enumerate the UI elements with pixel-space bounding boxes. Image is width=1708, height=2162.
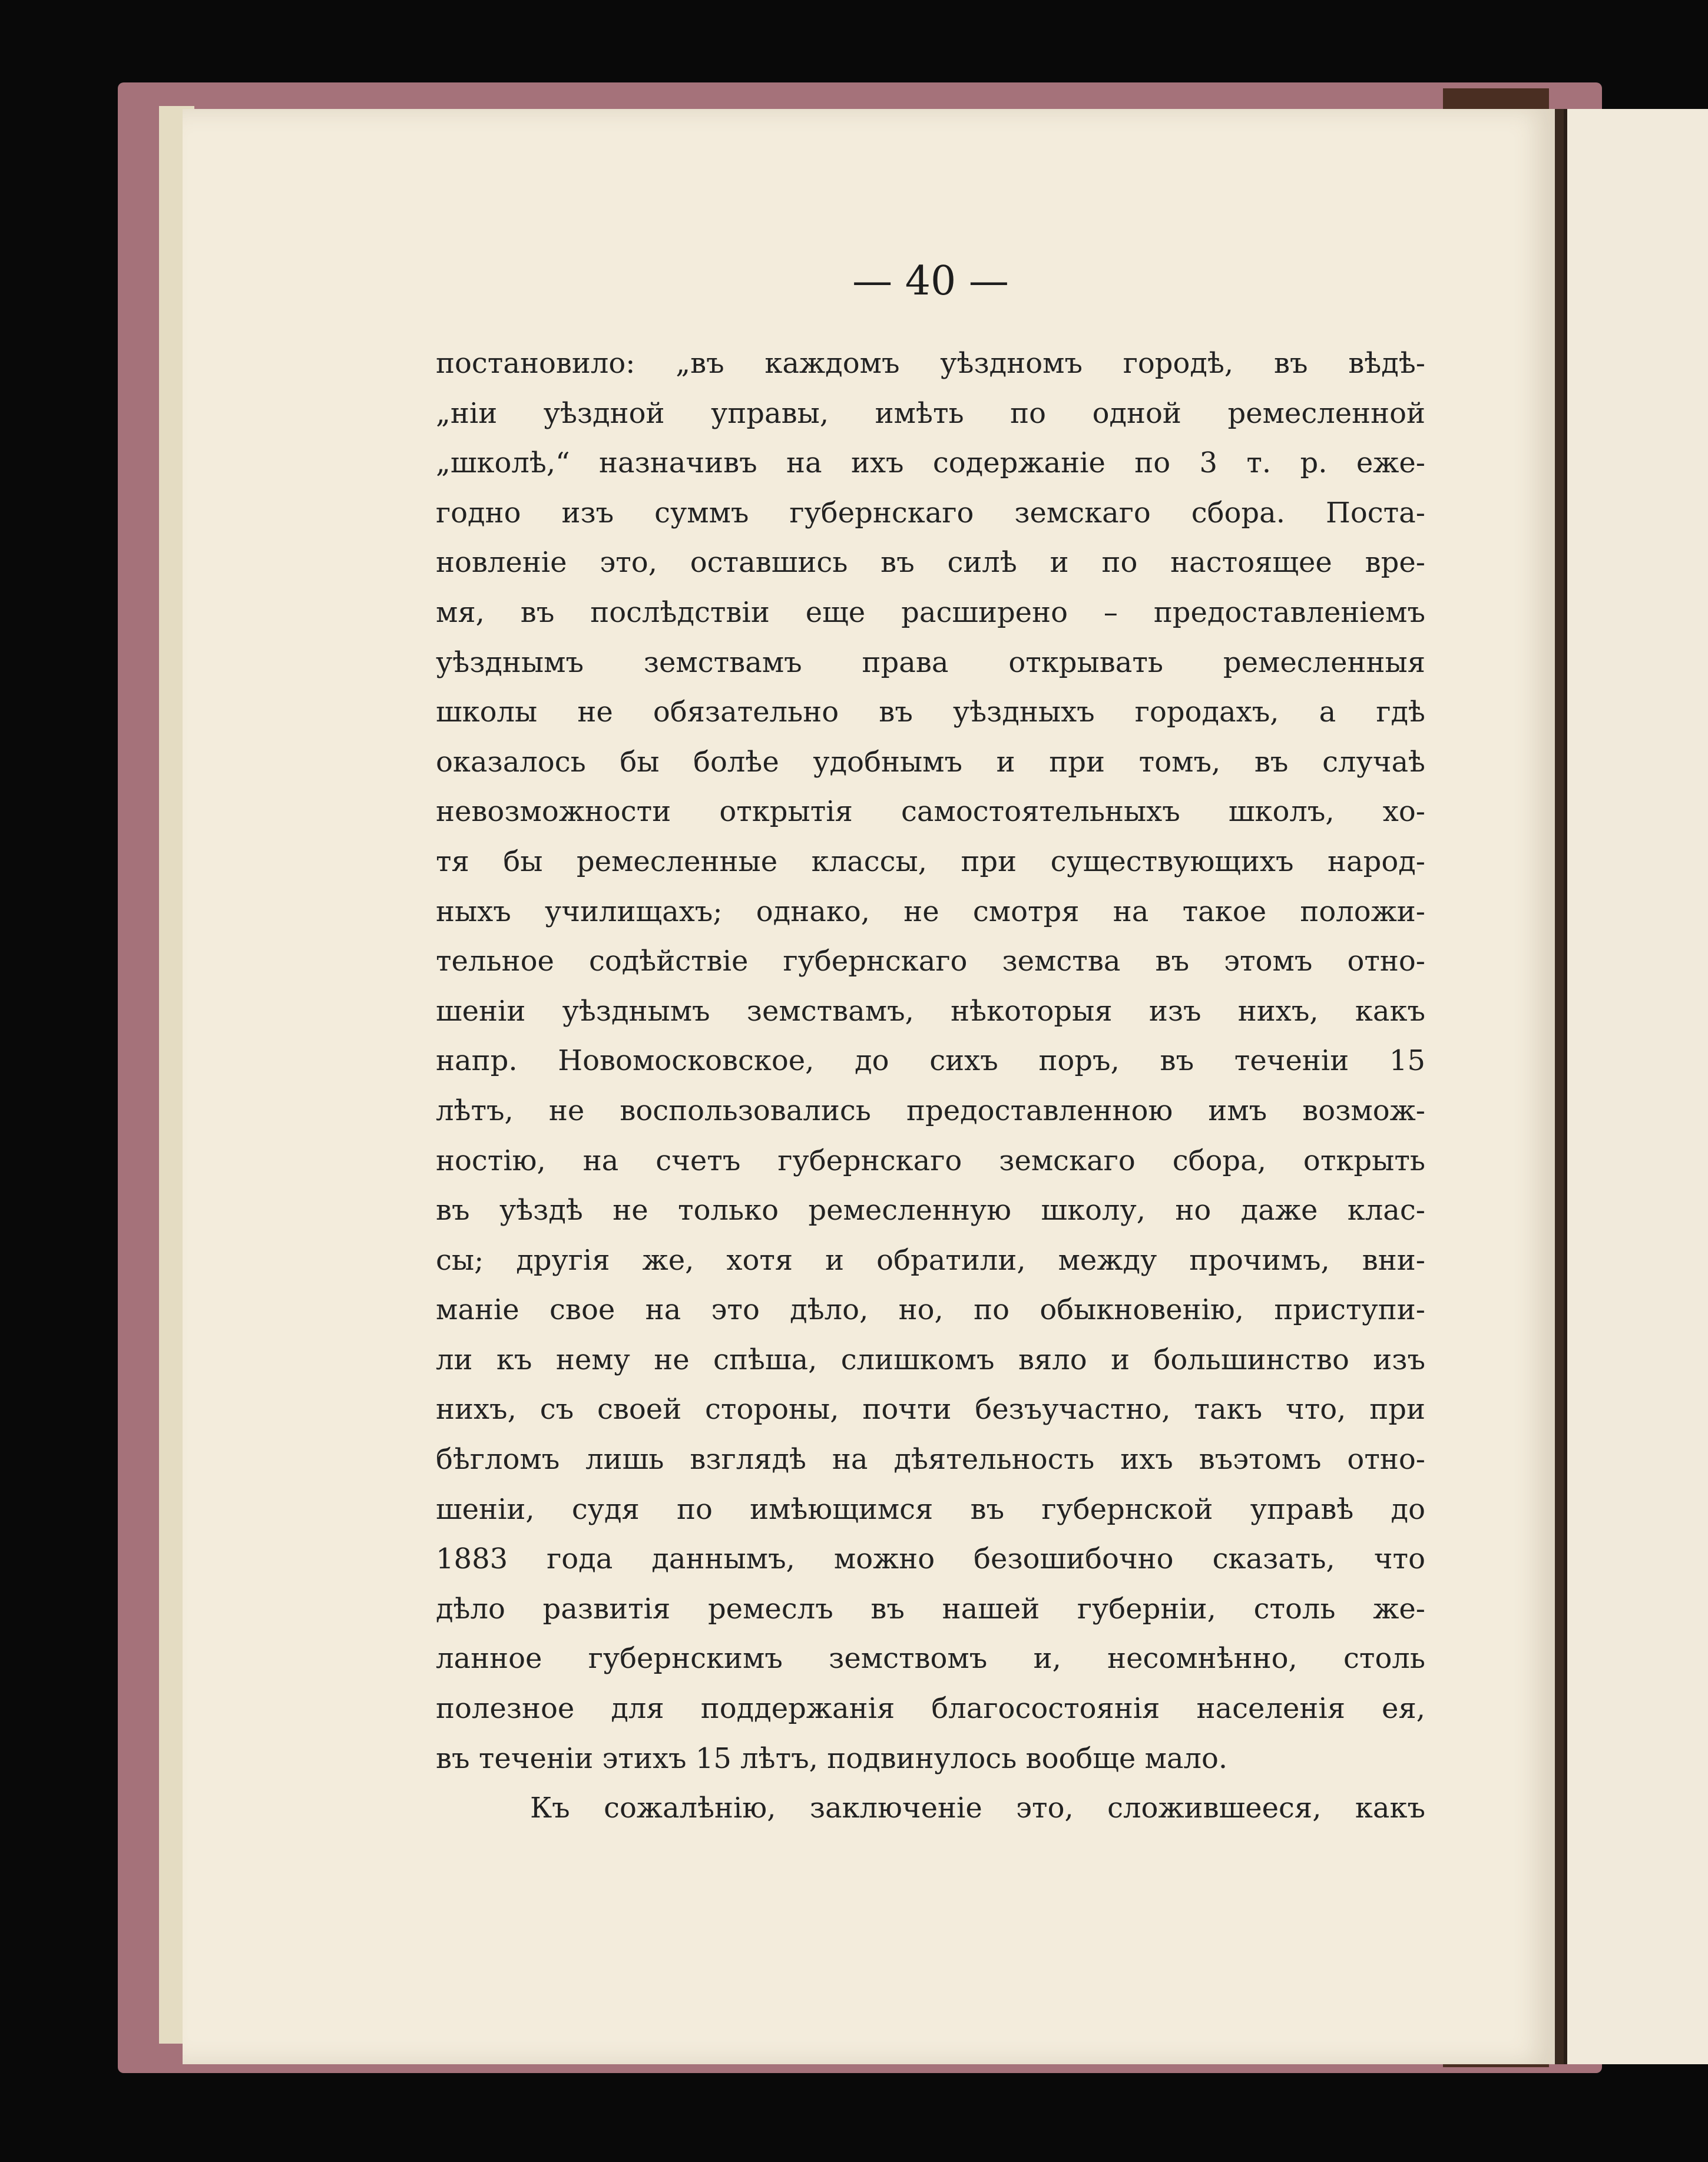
text-line: невозможности открытія самостоятельныхъ школъ, хо-: [436, 795, 1425, 829]
text-line: мя, въ послѣдствіи еще расширено – предоставленіемъ: [436, 595, 1425, 629]
text-line: сы; другія же, хотя и обратили, между прочимъ, вни-: [436, 1243, 1425, 1277]
text-line: ностію, на счетъ губернскаго земскаго сбора, открыть: [436, 1144, 1425, 1177]
text-line: полезное для поддержанія благосостоянія населенія ея,: [436, 1692, 1425, 1726]
text-line: новленіе это, оставшись въ силѣ и по настоящее вре-: [436, 546, 1425, 580]
text-line: ли къ нему не спѣша, слишкомъ вяло и большинство изъ: [436, 1343, 1425, 1376]
text-line: Къ сожалѣнію, заключеніе это, сложившееся, какъ: [530, 1792, 1425, 1825]
page-number: — 40 —: [852, 258, 1009, 304]
text-line: уѣзднымъ земствамъ права открывать ремесленныя: [436, 645, 1425, 679]
text-line: тя бы ремесленные классы, при существующихъ народ-: [436, 845, 1425, 878]
text-line: оказалось бы болѣе удобнымъ и при томъ, въ случаѣ: [436, 745, 1425, 779]
text-line: „школѣ,“ назначивъ на ихъ содержаніе по 3 т. р. еже-: [436, 446, 1425, 480]
text-line: ланное губернскимъ земствомъ и, несомнѣнно, столь: [436, 1642, 1425, 1676]
text-line: „ніи уѣздной управы, имѣть по одной ремесленной: [436, 396, 1425, 430]
text-line: лѣтъ, не воспользовались предоставленною имъ возмож-: [436, 1094, 1425, 1127]
text-line: въ теченіи этихъ 15 лѣтъ, подвинулось вообще мало.: [436, 1741, 1228, 1775]
text-line: школы не обязательно въ уѣздныхъ городахъ, а гдѣ: [436, 696, 1425, 729]
text-line: шеніи, судя по имѣющимся въ губернской управѣ до: [436, 1492, 1425, 1526]
text-line: годно изъ суммъ губернскаго земскаго сбора. Поста-: [436, 496, 1425, 529]
text-line: 1883 года даннымъ, можно безошибочно сказать, что: [436, 1542, 1425, 1576]
text-line: въ уѣздѣ не только ремесленную школу, но даже клас-: [436, 1194, 1425, 1227]
text-line: бѣгломъ лишь взглядѣ на дѣятельность ихъ въэтомъ отно-: [436, 1443, 1425, 1476]
text-line: тельное содѣйствіе губернскаго земства въ этомъ отно-: [436, 945, 1425, 978]
text-line: напр. Новомосковское, до сихъ поръ, въ теченіи 15: [436, 1044, 1425, 1078]
text-line: ныхъ училищахъ; однако, не смотря на такое положи-: [436, 895, 1425, 928]
facing-page: [1564, 109, 1708, 2064]
body-text: [436, 339, 1425, 1833]
text-line: шеніи уѣзднымъ земствамъ, нѣкоторыя изъ нихъ, какъ: [436, 994, 1425, 1028]
text-line: маніе свое на это дѣло, но, по обыкновенію, приступи-: [436, 1293, 1425, 1327]
text-line: дѣло развитія ремеслъ въ нашей губерніи, столь же-: [436, 1592, 1425, 1625]
text-line: нихъ, съ своей стороны, почти безъучастно, такъ что, при: [436, 1393, 1425, 1426]
text-line: постановило: „въ каждомъ уѣздномъ городѣ, въ вѣдѣ-: [436, 347, 1425, 380]
